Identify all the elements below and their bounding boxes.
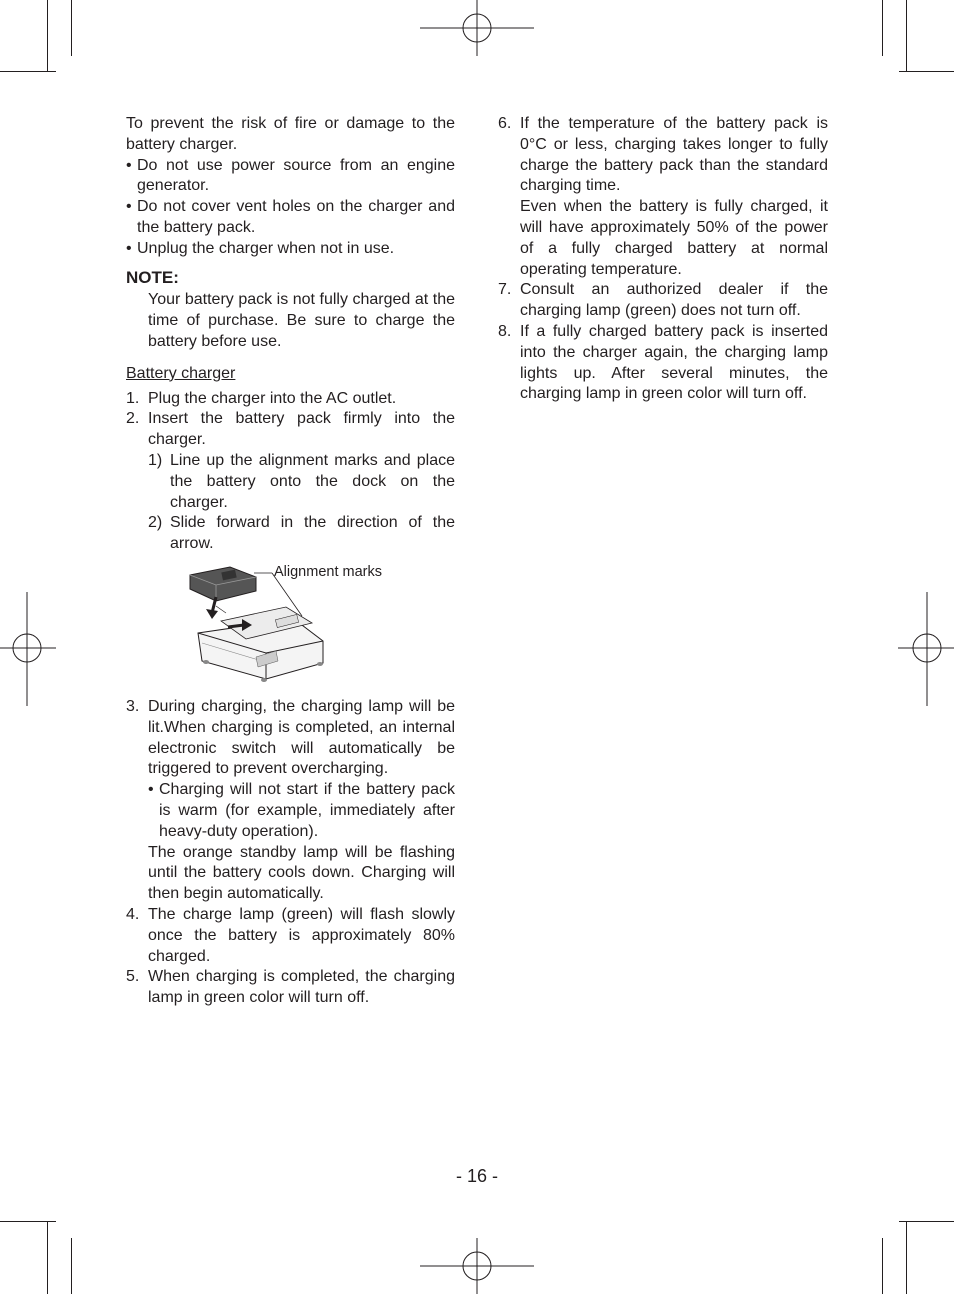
registration-mark-left	[0, 592, 56, 706]
step-5: 5. When charging is completed, the charging lamp in green color will turn off.	[126, 968, 455, 1007]
step-4: 4. The charge lamp (green) will flash slowly once the battery is approximately 80% charged.	[126, 905, 455, 965]
step-2: 2. Insert the battery pack firmly into the charger.	[126, 410, 455, 449]
step-1: 1. Plug the charger into the AC outlet.	[126, 389, 397, 407]
registration-mark-bottom	[420, 1238, 534, 1294]
registration-mark-top	[420, 0, 534, 60]
page-number: - 16 -	[455, 1166, 498, 1186]
bullet-item: • Unplug the charger when not in use.	[126, 239, 395, 257]
substep-1: 1) Line up the alignment marks and place the battery onto the dock on the charger.	[148, 451, 455, 511]
substep-2: 2) Slide forward in the direction of the arrow.	[148, 514, 455, 553]
registration-mark-right	[898, 592, 954, 706]
step-8: 8. If a fully charged battery pack is inserted into the charger again, the charging lamp lights up. After several minutes, the charging lamp in green color will turn off.	[498, 322, 828, 403]
note-body: Your battery pack is not fully charged at the time of purchase. Be sure to charge the battery before use.	[148, 291, 455, 350]
step-3-after: The orange standby lamp will be flashing until the battery cools down. Charging will then begin automatically.	[148, 843, 455, 903]
bullet-item: • Do not use power source from an engine generator.	[126, 156, 455, 195]
note-heading: NOTE:	[126, 267, 179, 287]
step-3-bullet: • Charging will not start if the battery pack is warm (for example, immediately after heavy-duty operation).	[148, 781, 455, 840]
left-column	[126, 114, 455, 1009]
section-title: Battery charger	[126, 364, 236, 382]
step-3: 3. During charging, the charging lamp will be lit.When charging is completed, an internal electronic switch will automatically be triggered to prevent overcharging.	[126, 697, 455, 778]
right-column	[498, 114, 828, 405]
charger-figure	[126, 561, 455, 691]
step-6-extra: Even when the battery is fully charged, it will have approximately 50% of the power of a fully charged battery at normal operating temperature.	[520, 198, 828, 278]
charger-illustration	[126, 561, 455, 691]
figure-label: Alignment marks	[274, 563, 382, 580]
step-7: 7. Consult an authorized dealer if the charging lamp (green) does not turn off.	[498, 281, 828, 320]
intro-text: To prevent the risk of fire or damage to the battery charger.	[126, 115, 455, 153]
bullet-item: • Do not cover vent holes on the charger and the battery pack.	[126, 198, 455, 236]
step-6: 6. If the temperature of the battery pack is 0°C or less, charging takes longer to fully charge the battery pack than the standard charging time.	[498, 115, 828, 195]
